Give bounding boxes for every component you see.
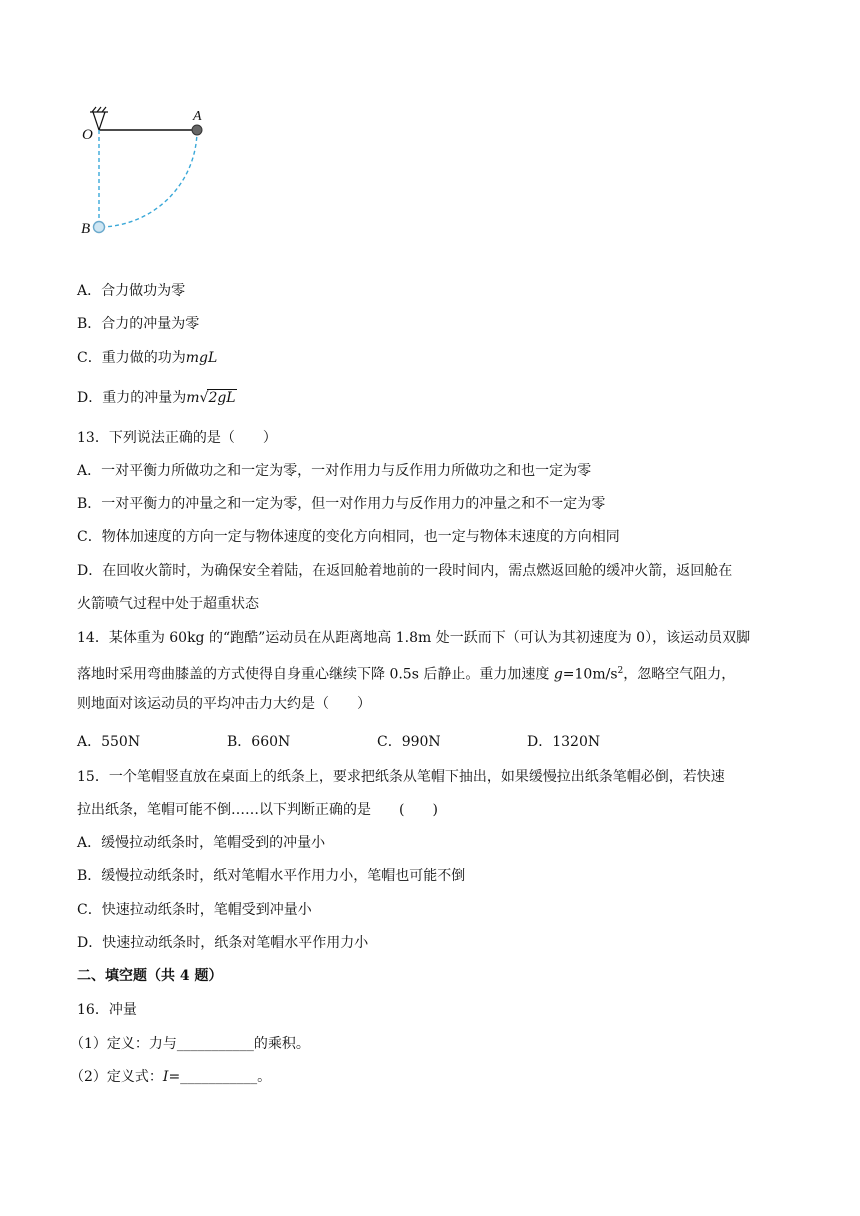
q12-option-d xyxy=(77,388,237,408)
label-a: A xyxy=(193,109,202,124)
q15-stem-line1: 15．一个笔帽竖直放在桌面上的纸条上，要求把纸条从笔帽下抽出，如果缓慢拉出纸条笔帽必倒，若快速 xyxy=(77,769,725,785)
q12-option-c-math: mgL xyxy=(185,350,218,366)
q16-stem: 16．冲量 xyxy=(77,1002,137,1018)
q14-line2-text-c: ，忽略空气阻力， xyxy=(623,666,736,683)
q14-option-d: D．1320N xyxy=(527,734,601,750)
label-b: B xyxy=(81,221,91,237)
q12-option-c-text: C．重力做的功为 xyxy=(77,350,186,366)
q16-part2-i: I xyxy=(162,1069,169,1085)
q13-option-b: B．一对平衡力的冲量之和一定为零，但一对作用力与反作用力的冲量之和不一定为零 xyxy=(77,496,606,512)
sqrt-sign: √ xyxy=(199,390,209,406)
q16-part2-text-b: =___________。 xyxy=(168,1069,272,1085)
q12-option-c xyxy=(77,348,217,368)
q14-stem-line1: 14．某体重为 60kg 的“跑酷”运动员在从距离地高 1.8m 处一跃而下（可认为其初速度为 0），该运动员双脚 xyxy=(77,630,751,646)
dashed-arc-ab xyxy=(99,130,197,227)
q15-option-a: A．缓慢拉动纸条时，笔帽受到的冲量小 xyxy=(77,835,326,851)
q15-stem-line2: 拉出纸条，笔帽可能不倒……以下判断正确的是 ( ) xyxy=(77,802,438,818)
q14-line2-g: g xyxy=(553,666,563,683)
q16-part1: （1）定义：力与___________的乘积。 xyxy=(70,1036,310,1052)
pendulum-figure xyxy=(78,100,218,240)
q14-line2-sup: 2 xyxy=(617,666,624,676)
q14-option-b: B．660N xyxy=(227,734,291,750)
q14-option-c: C．990N xyxy=(377,734,441,750)
label-o: O xyxy=(82,127,93,143)
q15-option-c: C．快速拉动纸条时，笔帽受到冲量小 xyxy=(77,902,312,918)
q15-option-d: D．快速拉动纸条时，纸条对笔帽水平作用力小 xyxy=(77,935,369,951)
q14-option-a: A．550N xyxy=(77,734,141,750)
q13-option-c: C．物体加速度的方向一定与物体速度的变化方向相同，也一定与物体末速度的方向相同 xyxy=(77,529,620,545)
q12-option-d-radicand: 2gL xyxy=(208,390,236,406)
q13-option-d-line2: 火箭喷气过程中处于超重状态 xyxy=(77,596,259,612)
q14-options xyxy=(77,732,677,752)
ball-b xyxy=(94,222,105,233)
q12-option-d-m: m xyxy=(186,390,200,406)
section-heading: 二、填空题（共 4 题） xyxy=(77,968,223,984)
ball-a xyxy=(192,125,202,135)
q12-option-b: B．合力的冲量为零 xyxy=(77,316,200,332)
q16-part2 xyxy=(70,1067,271,1087)
q16-part2-text-a: （2）定义式： xyxy=(70,1069,163,1085)
q13-stem: 13．下列说法正确的是（ ） xyxy=(77,430,277,446)
q13-option-d-line1: D．在回收火箭时，为确保安全着陆，在返回舱着地前的一段时间内，需点燃返回舱的缓冲火箭，返回舱在 xyxy=(77,563,733,579)
q13-option-a: A．一对平衡力所做功之和一定为零，一对作用力与反作用力所做功之和也一定为零 xyxy=(77,463,592,479)
q14-line2-text-a: 落地时采用弯曲膝盖的方式使得自身重心继续下降 0.5s 后静止。重力加速度 xyxy=(77,666,554,683)
q14-stem-line3: 则地面对该运动员的平均冲击力大约是（ ） xyxy=(77,696,371,712)
q15-option-b: B．缓慢拉动纸条时，纸对笔帽水平作用力小，笔帽也可能不倒 xyxy=(77,868,466,884)
q12-option-d-text: D．重力的冲量为 xyxy=(77,390,187,406)
q12-option-a: A．合力做功为零 xyxy=(77,283,186,299)
q14-line2-text-b: =10m/s xyxy=(562,666,618,683)
q14-stem-line2 xyxy=(77,661,735,685)
